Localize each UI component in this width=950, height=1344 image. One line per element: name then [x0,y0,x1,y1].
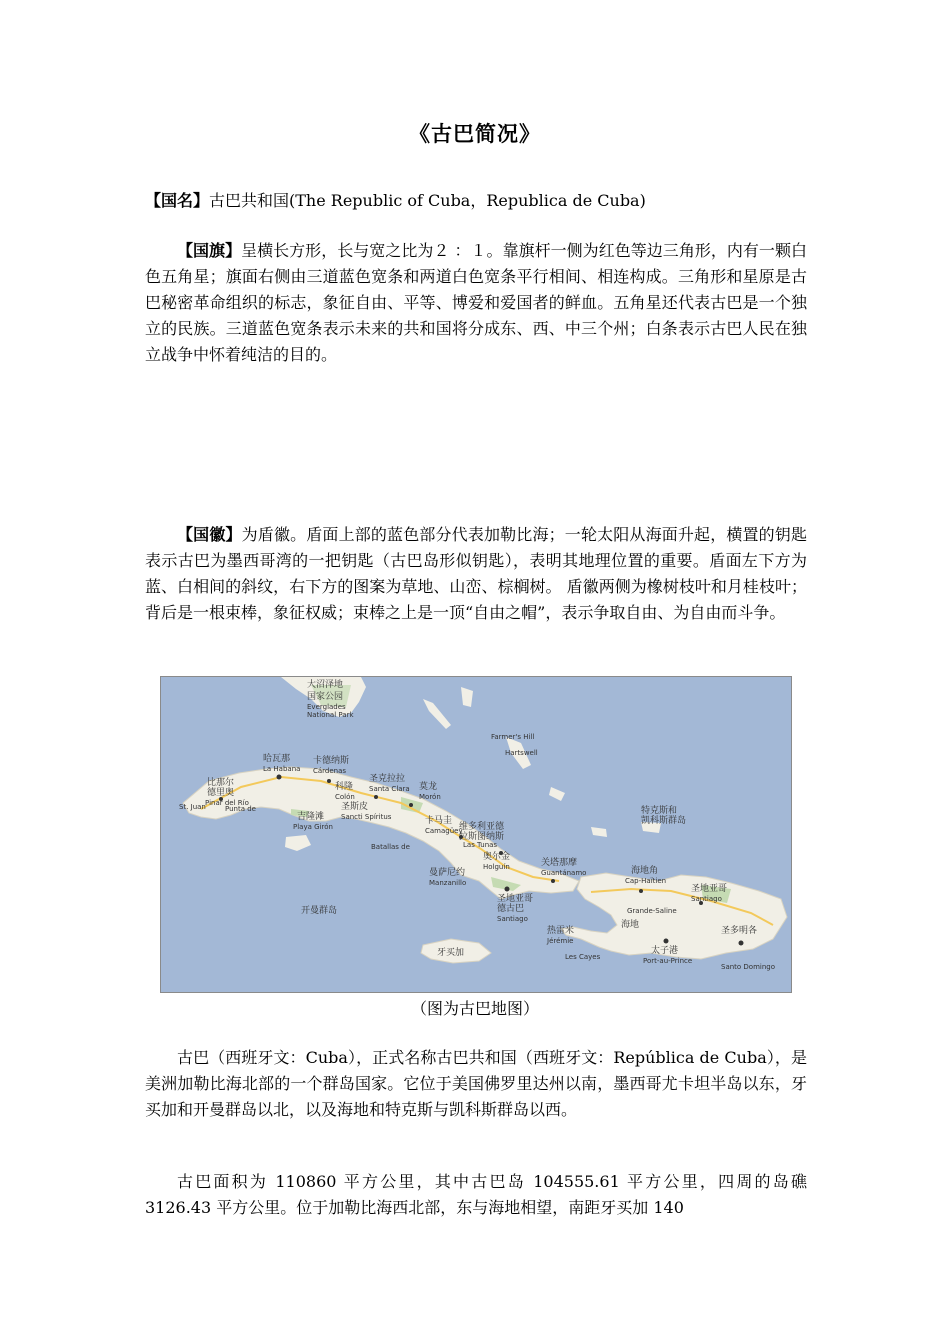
country-name-label: 【国名】 [145,191,210,210]
map-label-santodomingo: 圣多明各 [721,926,758,936]
map-label-sancti-en: Sancti Spíritus [341,813,392,821]
map-city-guantanamo-dot [551,879,555,883]
map-label-holguin: 奥尔金 [483,852,511,862]
map-label-santaclara: 圣克拉拉 [369,774,406,784]
cuba-map-image [160,676,792,993]
map-city-havana-dot [277,775,282,780]
map-label-jeremie-en: Jérémie [547,937,574,945]
map-label-pinar2: 德里奥 [207,788,235,798]
map-label-playagiron-en: Playa Girón [293,823,333,831]
emblem-paragraph [145,522,807,626]
map-label-santiago-en: Santiago [497,915,528,923]
map-city-santodomingo-dot [739,941,744,946]
map-label-farmershall: Farmer's Hill [491,733,535,741]
map-label-haiti: 海地 [621,920,640,930]
map-label-everglades2: 国家公园 [307,692,344,702]
map-city-santaclara-dot [374,795,378,799]
map-label-batabano: Batallas de [371,843,410,851]
map-label-santodomingo-en: Santo Domingo [721,963,776,971]
map-label-everglades-en2: National Park [307,711,354,719]
map-label-santiago: 圣地亚哥 [497,894,534,904]
map-label-portauprince-en: Port-au-Prince [643,957,693,965]
area-paragraph: 古巴面积为 110860 平方公里，其中古巴岛 104555.61 平方公里，四周的岛礁 3126.43 平方公里。位于加勒比海西北部，东与海地相望，南距牙买加 140 [145,1172,807,1217]
map-label-moron: 莫龙 [419,782,438,792]
map-label-capehaitien: 海地角 [631,866,659,876]
flag-label: 【国旗】 [177,241,242,260]
map-label-colon-en: Colón [335,793,355,801]
map-label-everglades-en: Everglades [307,703,346,711]
country-name-text: 古巴共和国(The Republic of Cuba，Republica de Cuba) [209,191,646,210]
map-label-santiagodr-en: Santiago [691,895,722,903]
map-label-caymans: 开曼群岛 [301,906,338,916]
map-label-cardenas-en: Cárdenas [313,767,347,775]
map-label-holguin-en: Holguín [483,863,510,871]
map-label-guantanamo-en: Guantánamo [541,869,587,877]
map-label-santaclara-en: Santa Clara [369,785,410,793]
map-label-turks2: 凯科斯群岛 [641,816,687,826]
map-label-santiagodr: 圣地亚哥 [691,884,728,894]
map-label-puntadelgado: Punta de [225,805,256,813]
map-label-sancti: 圣斯皮 [341,802,369,812]
map-label-bayamo: 曼萨尼约 [429,868,466,878]
map-city-cardenas-dot [327,779,331,783]
map-label-lastunas2: 拉斯图纳斯 [459,832,505,842]
map-label-harbour: Hartswell [505,749,538,757]
map-label-santiago2: 德古巴 [497,904,525,914]
map-label-havana: 哈瓦那 [263,754,291,764]
emblem-label: 【国徽】 [177,525,242,544]
map-label-pinar: 比那尔 [207,778,235,788]
emblem-text: 为盾徽。盾面上部的蓝色部分代表加勒比海；一轮太阳从海面升起，横置的钥匙表示古巴为墨西哥湾的一把钥匙（古巴岛形似钥匙），表明其地理位置的重要。盾面左下方为蓝、白相间的斜纹，右下方的图案为草地、山峦、棕榈树。 盾徽两侧为橡树枝叶和月桂枝叶；背后是一根束棒，象征权威；束棒之上是一顶“自由之帽”，表示争取自由、为自由而斗争。 [145,525,807,622]
map-label-havana-en: La Habana [263,765,301,773]
map-label-jeremie: 热雷米 [547,926,575,936]
map-city-santiago-dot [505,887,510,892]
map-label-playagiron: 吉隆滩 [297,812,325,822]
country-name-paragraph [145,188,807,214]
map-label-colon: 科隆 [335,782,354,792]
map-label-portauprince: 太子港 [651,946,679,956]
map-label-guaimaro: Las Tunas [463,841,498,849]
page-title: 《古巴简况》 [409,122,541,146]
map-label-lastunas: 维多利亚德 [459,822,505,832]
map-label-everglades: 大沼泽地 [307,680,344,690]
intro-paragraph: 古巴（西班牙文：Cuba），正式名称古巴共和国（西班牙文：República de Cuba），是美洲加勒比海北部的一个群岛国家。它位于美国佛罗里达州以南，墨西哥尤卡坦半岛以东，牙买加和开曼群岛以北，以及海地和特克斯与凯科斯群岛以西。 [145,1048,807,1119]
map-label-guantanamo: 关塔那摩 [541,858,578,868]
map-label-camaguey-en: Camagüey [425,827,463,835]
map-label-cardenas: 卡德纳斯 [313,756,350,766]
map-label-capehaitien-en: Cap-Haïtien [625,877,667,885]
map-label-pinar-en: Pinar del Río [205,799,249,807]
map-label-camaguey: 卡马圭 [425,816,453,826]
map-label-turks: 特克斯和 [641,806,678,816]
map-label-jamaica: 牙买加 [437,948,465,958]
map-label-granderiviere: Grande-Saline [627,907,677,915]
map-city-capehaitien-dot [639,889,643,893]
map-city-sancti-dot [409,803,413,807]
map-label-moron-en: Morón [419,793,441,801]
map-caption: （图为古巴地图） [410,999,539,1018]
map-city-portauprince-dot [664,939,669,944]
flag-text: 呈横长方形，长与宽之比为２ ：１。靠旗杆一侧为红色等边三角形，内有一颗白色五角星；旗面右侧由三道蓝色宽条和两道白色宽条平行相间、相连构成。三角形和星原是古巴秘密革命组织的标志，象征自由、平等、博爱和爱国者的鲜血。五角星还代表古巴是一个独立的民族。三道蓝色宽条表示未来的共和国将分成东、西、中三个州；白条表示古巴人民在独立战争中怀着纯洁的目的。 [145,241,807,364]
map-label-lescayes: Les Cayes [565,953,601,961]
map-label-sanjuan: St. Juan [179,803,206,811]
map-label-bayamo-en: Manzanillo [429,879,467,887]
flag-paragraph [145,238,807,368]
